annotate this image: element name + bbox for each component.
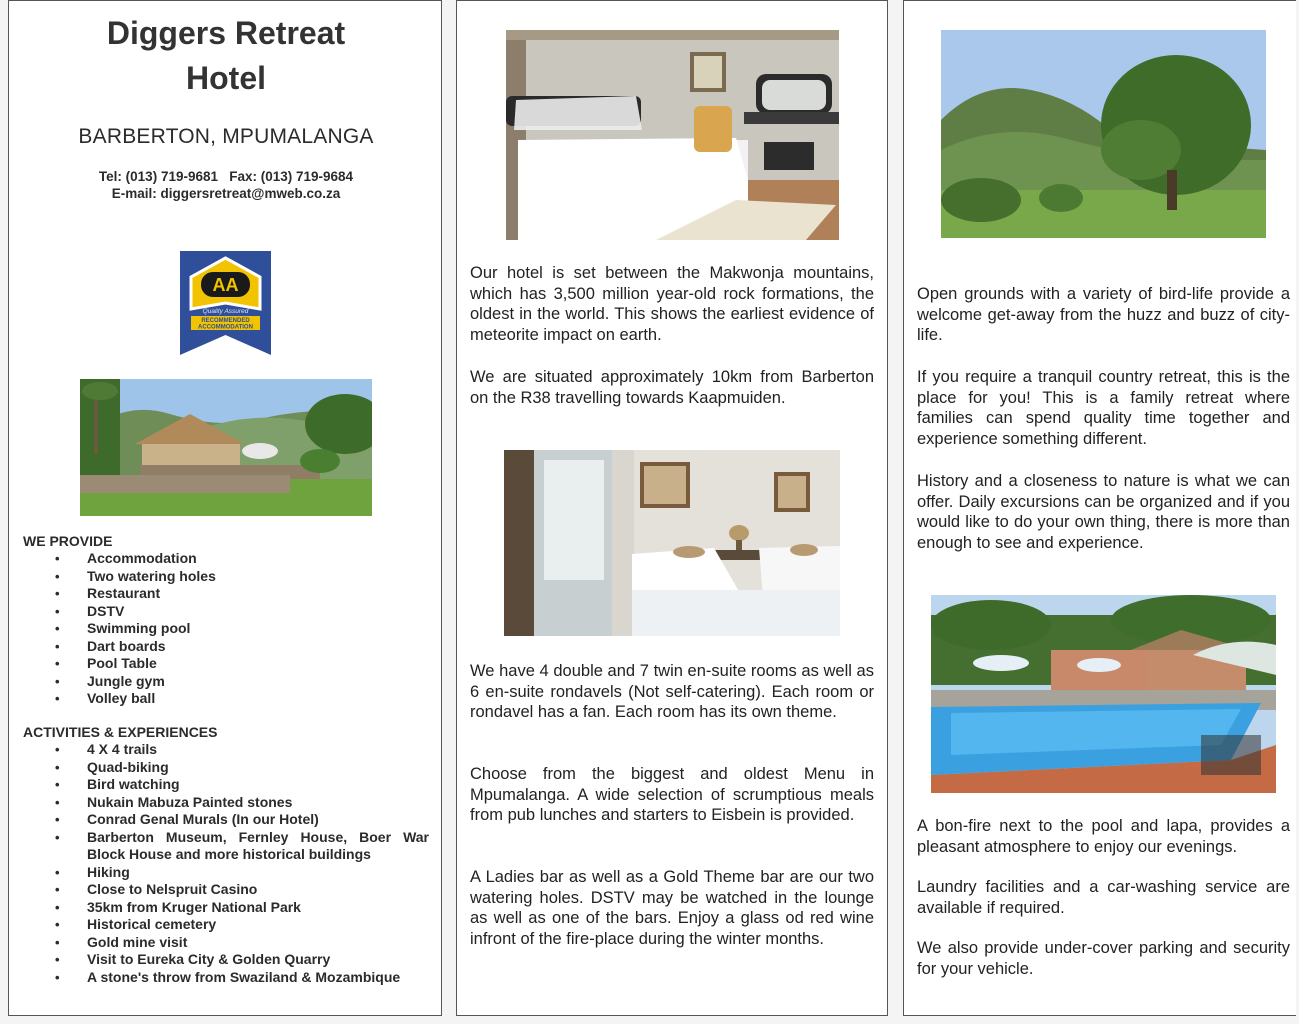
list-item: • 35km from Kruger National Park (9, 899, 429, 917)
bedroom-photo-2 (504, 450, 840, 636)
rooms-paragraph: We have 4 double and 7 twin en-suite rooms as well as 6 en-suite rondavels (Not self-catering). Each room or rondavel has a fan. Each room has its own theme. (470, 662, 874, 722)
list-item: • DSTV (9, 603, 429, 621)
we-provide-list (9, 550, 429, 708)
list-item: • Accommodation (9, 550, 429, 568)
phone-fax: Tel: (013) 719-9681 Fax: (013) 719-9684 (98, 169, 354, 184)
hotel-name-line1: Diggers Retreat (106, 15, 346, 51)
hotel-location: BARBERTON, MPUMALANGA (78, 125, 374, 148)
bars-paragraph: A Ladies bar as well as a Gold Theme bar are our two watering holes. DSTV may be watched in the lounge as well as one of the bars. Enjoy a glass od red wine infront of the fire-place during the winter months. (470, 868, 874, 949)
garden-photo (941, 30, 1266, 238)
right-panel (903, 0, 1296, 1016)
contact-details (9, 168, 443, 202)
list-item: • 4 X 4 trails (9, 741, 429, 759)
we-provide-heading: WE PROVIDE (23, 533, 113, 549)
aa-label-line2: ACCOMMODATION (198, 324, 253, 331)
hotel-name-line2: Hotel (186, 60, 266, 96)
bonfire-paragraph: A bon-fire next to the pool and lapa, provides a pleasant atmosphere to enjoy our evenings. (917, 817, 1290, 856)
email-address: E-mail: diggersretreat@mweb.co.za (111, 186, 341, 201)
list-item: • Historical cemetery (9, 916, 429, 934)
aa-quality-badge (180, 251, 271, 355)
activities-list (9, 741, 429, 986)
list-item: • Restaurant (9, 585, 429, 603)
list-item: • Jungle gym (9, 673, 429, 691)
list-item: • Volley ball (9, 690, 429, 708)
aa-badge-graphic (180, 251, 271, 355)
aa-logo-text: AA (212, 275, 239, 295)
location-paragraph: We are situated approximately 10km from Barberton on the R38 travelling towards Kaapmuiden. (470, 368, 874, 407)
left-panel (8, 0, 442, 1016)
list-item: • Nukain Mabuza Painted stones (9, 794, 429, 812)
list-item: • Hiking (9, 864, 429, 882)
birdlife-paragraph: Open grounds with a variety of bird-life provide a welcome get-away from the huzz and buzz of city-life. (917, 285, 1290, 345)
list-item: • Barberton Museum, Fernley House, Boer War Block House and more historical buildings (9, 829, 429, 864)
menu-paragraph: Choose from the biggest and oldest Menu in Mpumalanga. A wide selection of scrumptious meals from pub lunches and starters to Eisbein is provided. (470, 765, 874, 825)
family-paragraph: If you require a tranquil country retreat, this is the place for you! This is a family retreat where families can spend quality time together and experience something different. (917, 368, 1290, 449)
list-item: • Conrad Genal Murals (In our Hotel) (9, 811, 429, 829)
list-item: • Bird watching (9, 776, 429, 794)
parking-paragraph: We also provide under-cover parking and security for your vehicle. (917, 939, 1290, 978)
list-item: • Close to Nelspruit Casino (9, 881, 429, 899)
list-item: • Visit to Eureka City & Golden Quarry (9, 951, 429, 969)
list-item: • Pool Table (9, 655, 429, 673)
hotel-name (9, 11, 443, 101)
aa-tagline: Quality Assured (202, 308, 249, 315)
list-item: • Quad-biking (9, 759, 429, 777)
history-paragraph: History and a closeness to nature is what we can offer. Daily excursions can be organized and if you would like to do your own thing, there is more than enough to see and experience. (917, 472, 1290, 553)
list-item: • Dart boards (9, 638, 429, 656)
lapa-photo (80, 379, 372, 516)
laundry-paragraph: Laundry facilities and a car-washing service are available if required. (917, 878, 1290, 917)
list-item: • Two watering holes (9, 568, 429, 586)
middle-panel (456, 0, 888, 1016)
bedroom-photo-1 (506, 30, 839, 240)
activities-heading: ACTIVITIES & EXPERIENCES (23, 724, 218, 740)
list-item: • Swimming pool (9, 620, 429, 638)
pool-photo (931, 595, 1276, 793)
list-item: • A stone's throw from Swaziland & Mozambique (9, 969, 429, 987)
aa-label-line1: RECOMMENDED (201, 318, 250, 324)
intro-paragraph: Our hotel is set between the Makwonja mountains, which has 3,500 million year-old rock formations, the oldest in the world. This shows the earliest evidence of meteorite impact on earth. (470, 264, 874, 345)
list-item: • Gold mine visit (9, 934, 429, 952)
